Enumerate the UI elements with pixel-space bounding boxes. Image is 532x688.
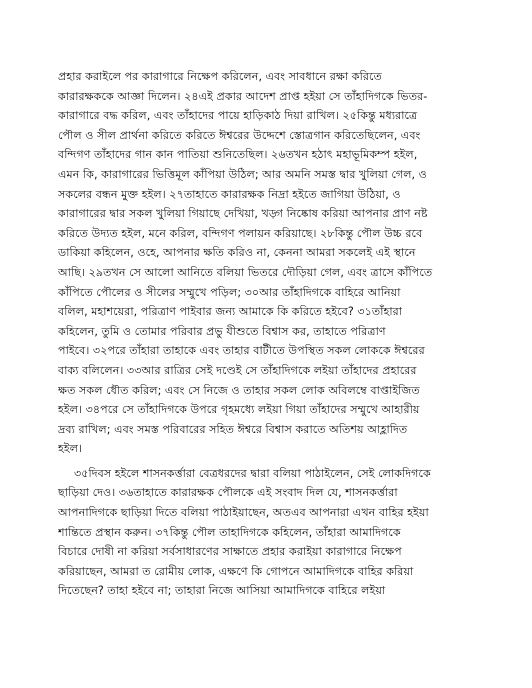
- text-line: আপনাদিগকে ছাড়িয়া দিতে বলিয়া পাঠাইয়াছেন, অতএব আপনারা এখন বাহির হইয়া: [58, 506, 429, 520]
- text-line: এমন কি, কারাগারের ভিত্তিমূল কাঁপিয়া উঠিল; আর অমনি সমস্ত দ্বার খুলিয়া গেল, ও: [58, 167, 427, 181]
- text-line: বাক্য বলিলেন। ৩৩আর রাত্রির সেই দণ্ডেই সে তাঁহাদিগকে লইয়া তাঁহাদের প্রহারের: [58, 363, 417, 377]
- text-line: পাইবে। ৩২পরে তাঁহারা তাহাকে এবং তাহার বাটীতে উপস্থিত সকল লোককে ঈশ্বরের: [58, 344, 425, 358]
- text-line: কারারক্ষককে আজ্ঞা দিলেন। ২৪এই প্রকার আদেশ প্রাপ্ত হইয়া সে তাঁহাদিগকে ভিতর-: [58, 89, 428, 103]
- text-line: করিয়াছেন, আমরা ত রোমীয় লোক, এক্ষণে কি গোপনে আমাদিগকে বাহির করিয়া: [58, 564, 414, 578]
- text-line: করিতে উদ্যত হইল, মনে করিল, বন্দিগণ পলায়ন করিয়াছে। ২৮কিন্তু পৌল উচ্চ রবে: [58, 226, 423, 240]
- text-line: বলিল, মহাশয়েরা, পরিত্রাণ পাইবার জন্য আমাকে কি করিতে হইবে? ৩১তাঁহারা: [58, 305, 403, 319]
- paragraph-2: [58, 464, 490, 601]
- text-line: বিচারে দোষী না করিয়া সর্বসাধারণের সাক্ষাতে প্রহার করাইয়া কারাগারে নিক্ষেপ: [58, 545, 402, 559]
- text-line: আছি। ২৯তখন সে আলো আনিতে বলিয়া ভিতরে দৌড়িয়া গেল, এবং ত্রাসে কাঁপিতে: [58, 265, 433, 279]
- text-line: ক্ষত সকল ধৌত করিল; এবং সে নিজে ও তাহার সকল লোক অবিলম্বে বাপ্তাইজিত: [58, 383, 420, 397]
- text-line: ৩৫দিবস হইলে শাসনকর্ত্তারা বেত্রধরদের দ্বারা বলিয়া পাঠাইলেন, সেই লোকদিগকে: [74, 466, 431, 480]
- text-line: কহিলেন, তুমি ও তোমার পরিবার প্রভু যীশুতে বিশ্বাস কর, তাহাতে পরিত্রাণ: [58, 324, 386, 338]
- text-line: হইল।: [58, 442, 83, 456]
- text-line: হইল। ৩৪পরে সে তাঁহাদিগকে উপরে গৃহমধ্যে লইয়া গিয়া তাঁহাদের সম্মুখে আহারীয়: [58, 403, 420, 417]
- text-line: বন্দিগণ তাঁহাদের গান কান পাতিয়া শুনিতেছিল। ২৬তখন হঠাৎ মহাভূমিকম্প হইল,: [58, 148, 418, 162]
- text-line: দ্রব্য রাখিল; এবং সমস্ত পরিবারের সহিত ঈশ্বরে বিশ্বাস করাতে অতিশয় আহ্লাদিত: [58, 422, 408, 436]
- text-line: শান্তিতে প্রস্থান করুন। ৩৭কিন্তু পৌল তাহাদিগকে কহিলেন, তাঁহারা আমাদিগকে: [58, 525, 401, 539]
- body-text: [58, 67, 490, 601]
- text-line: কারাগারের দ্বার সকল খুলিয়া গিয়াছে দেখিয়া, খড়্গ নিষ্কোষ করিয়া আপনার প্রাণ নষ্ট: [58, 207, 428, 221]
- paragraph-1: [58, 67, 490, 459]
- text-line: সকলের বন্ধন মুক্ত হইল। ২৭তাহাতে কারারক্ষক নিদ্রা হইতে জাগিয়া উঠিয়া, ও: [58, 187, 401, 201]
- text-line: ছাড়িয়া দেও। ৩৬তাহাতে কারারক্ষক পৌলকে এই সংবাদ দিল যে, শাসনকর্ত্তারা: [58, 486, 398, 500]
- text-line: কাঁপিতে পৌলের ও সীলের সম্মুখে পড়িল; ৩০আর তাঁহাদিগকে বাহিরে আনিয়া: [58, 285, 401, 299]
- text-line: প্রহার করাইলে পর কারাগারে নিক্ষেপ করিলেন, এবং সাবধানে রক্ষা করিতে: [58, 70, 382, 83]
- text-line: পৌল ও সীল প্রার্থনা করিতে করিতে ঈশ্বরের উদ্দেশে স্তোত্রগান করিতেছিলেন, এবং: [58, 128, 421, 142]
- text-line: ডাকিয়া কহিলেন, ওহে, আপনার ক্ষতি করিও না, কেননা আমরা সকলেই এই স্থানে: [58, 246, 416, 260]
- text-line: কারাগারে বদ্ধ করিল, এবং তাঁহাদের পায়ে হাড়িকাঠ দিয়া রাখিল। ২৫কিন্তু মধ্যরাত্রে: [58, 109, 418, 123]
- text-line: দিতেছেন? তাহা হইবে না; তাহারা নিজে আসিয়া আমাদিগকে বাহিরে লইয়া: [58, 584, 386, 598]
